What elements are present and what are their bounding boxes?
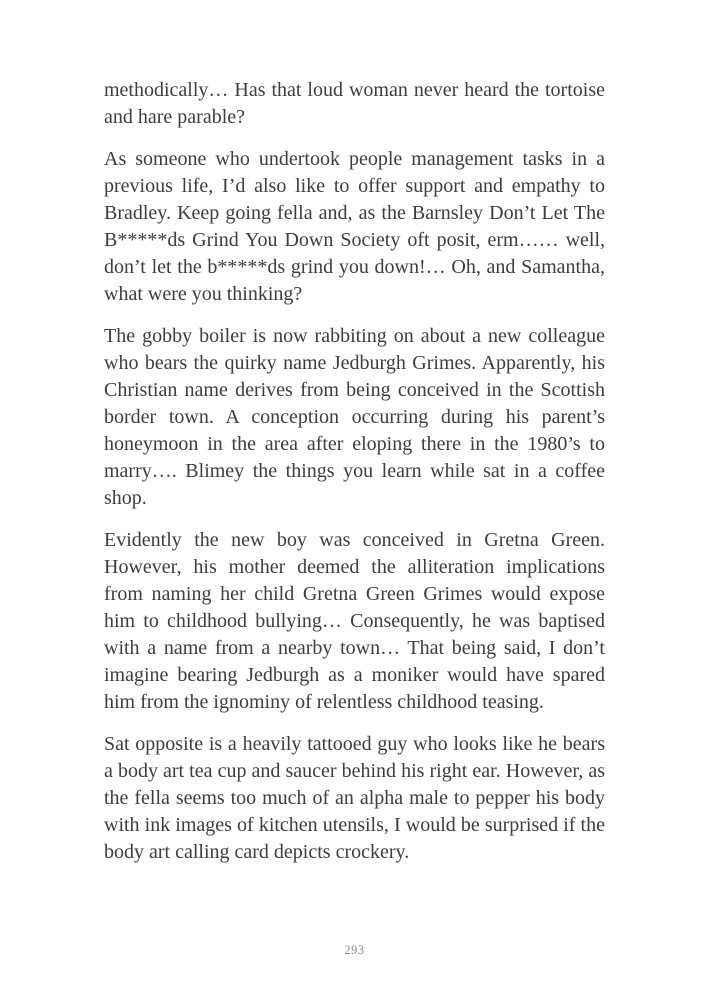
paragraph: As someone who undertook people management tasks in a previous life, I’d also like to offer support and empathy to Bradley. Keep going fella and, as the Barnsley Don’t Let The B*****ds Grind You Down Society oft posit, erm…… well, don’t let the b*****ds grind you down!… Oh, and Samantha, what were you thinking?	[104, 148, 605, 305]
paragraph: Evidently the new boy was conceived in Gretna Green. However, his mother deemed the alliteration implications from naming her child Gretna Green Grimes would expose him to childhood bullying… Consequently, he was baptised with a name from a nearby town… That being said, I don’t imagine bearing Jedburgh as a moniker would have spared him from the ignominy of relentless childhood teasing.	[104, 529, 605, 713]
page-text-block	[104, 77, 605, 881]
paragraph: Sat opposite is a heavily tattooed guy who looks like he bears a body art tea cup and saucer behind his right ear. However, as the fella seems too much of an alpha male to pepper his body with ink images of kitchen utensils, I would be surprised if the body art calling card depicts crockery.	[104, 733, 605, 863]
paragraph: methodically… Has that loud woman never heard the tortoise and hare parable?	[104, 79, 605, 128]
page-footer	[0, 941, 709, 959]
page-number: 293	[344, 943, 365, 957]
paragraph: The gobby boiler is now rabbiting on about a new colleague who bears the quirky name Jedburgh Grimes. Apparently, his Christian name derives from being conceived in the Scottish border town. A conception occurring during his parent’s honeymoon in the area after eloping there in the 1980’s to marry…. Blimey the things you learn while sat in a coffee shop.	[104, 325, 605, 509]
